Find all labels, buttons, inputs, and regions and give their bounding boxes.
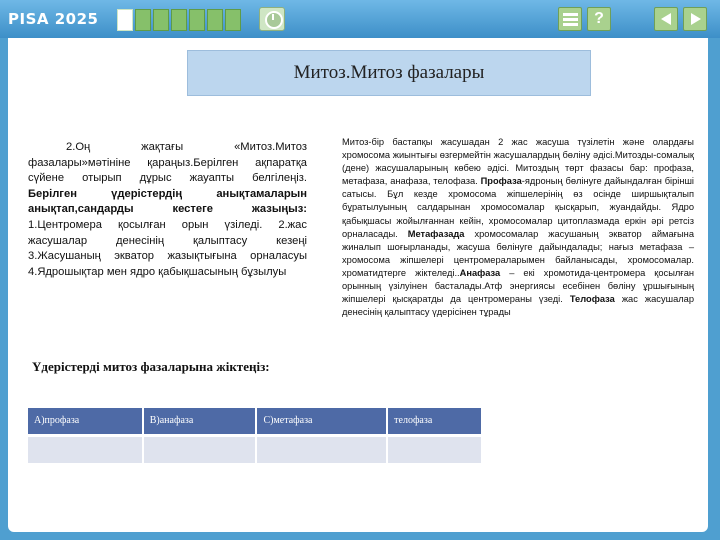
help-icon[interactable]: ? [587, 7, 611, 31]
task-subheading: Берілген үдерістердің анықтамаларын анықтап,сандарды кестеге жазыңыз: [28, 187, 307, 216]
top-toolbar [0, 0, 720, 38]
app-title: PISA 2025 [8, 10, 99, 28]
calculator-icon[interactable] [558, 7, 582, 31]
answer-cell-prophase[interactable] [28, 435, 143, 463]
task-item-3: 3.Жасушаның экватор жазықтығына орналасуы [28, 250, 307, 263]
classify-heading: Үдерістерді митоз фазаларына жіктеңіз: [32, 359, 270, 374]
task-item-4: 4.Ядрошықтар мен ядро қабықшасының бұзылуы [28, 265, 287, 278]
reading-text: Митоз-бір бастапқы жасушадан 2 жас жасуша түзілетін және олардағы хромосома жиынтығы өзгермейтін жасушалардың бөліну әдісі.Митозды-сомалық (дене) жасушаларының көбею әдісі. Митоздың төрт фазасы бар: профаза, метафаза, анафаза, телофаза. Профаза-ядроның бөлінуге дайындалған бірінші сатысы. Бұл кезде хромосома жіпшелерінің өз осінде ширшықталып бұратылуының салдарынан хромосомалар қысқарып, жуандайды. Ядро қабықшасы жойылғаннан кейін, хромосомалар цитоплазмада еркін әрі ретсіз орналасады. Метафазада хромосомалар жасушаның экватор аймағына жиналып шоғырланады, жасуша бөлінуге дайындалады; нағыз метафаза – хромосома жіпшелері центромераларымен байланысады, хромосомалар. хроматидтерге жіктеледі..Анафаза – екі хромотида-центромера қосылған орынның үзілуінен басталады.Атф энергиясы есебінен бөліну ұршығының жіпшелері қысқаратды да центромераны үзеді. Телофаза жас жасушалар денесінің қалыптасу үдерісінен тұрады [342, 137, 694, 318]
table-row [28, 435, 482, 463]
answer-cell-telophase[interactable] [387, 435, 482, 463]
page-title: Митоз.Митоз фазалары [187, 50, 591, 96]
page-tab-4[interactable] [171, 9, 187, 31]
content-panel [8, 38, 708, 532]
answer-cell-metaphase[interactable] [256, 435, 387, 463]
table-header-prophase: А)профаза [28, 408, 143, 435]
table-header-row [28, 408, 482, 435]
next-arrow-icon[interactable] [683, 7, 707, 31]
task-instruction: 2.Оң жақтағы «Митоз.Митоз фазалары»мәтініне қараңыз.Берілген ақпаратқа сүйене отырып дұрыс жауапты белгілеңіз. [28, 141, 307, 185]
page-tab-7[interactable] [225, 9, 241, 31]
page-tab-2[interactable] [135, 9, 151, 31]
task-text [28, 140, 307, 280]
timer-icon[interactable] [259, 7, 285, 31]
table-header-telophase: телофаза [387, 408, 482, 435]
page-tab-1[interactable] [117, 9, 133, 31]
prev-arrow-icon[interactable] [654, 7, 678, 31]
task-item-1: 1.Центромера қосылған орын үзіледі. 2.жас жасушалар денесінің қалыптасу кезеңі [28, 218, 307, 247]
page-tab-3[interactable] [153, 9, 169, 31]
page-tab-5[interactable] [189, 9, 205, 31]
page-tab-6[interactable] [207, 9, 223, 31]
answer-cell-anaphase[interactable] [143, 435, 257, 463]
table-header-metaphase: С)метафаза [256, 408, 387, 435]
table-header-anaphase: В)анафаза [143, 408, 257, 435]
page-tabs [117, 9, 241, 31]
answer-table [28, 408, 483, 463]
